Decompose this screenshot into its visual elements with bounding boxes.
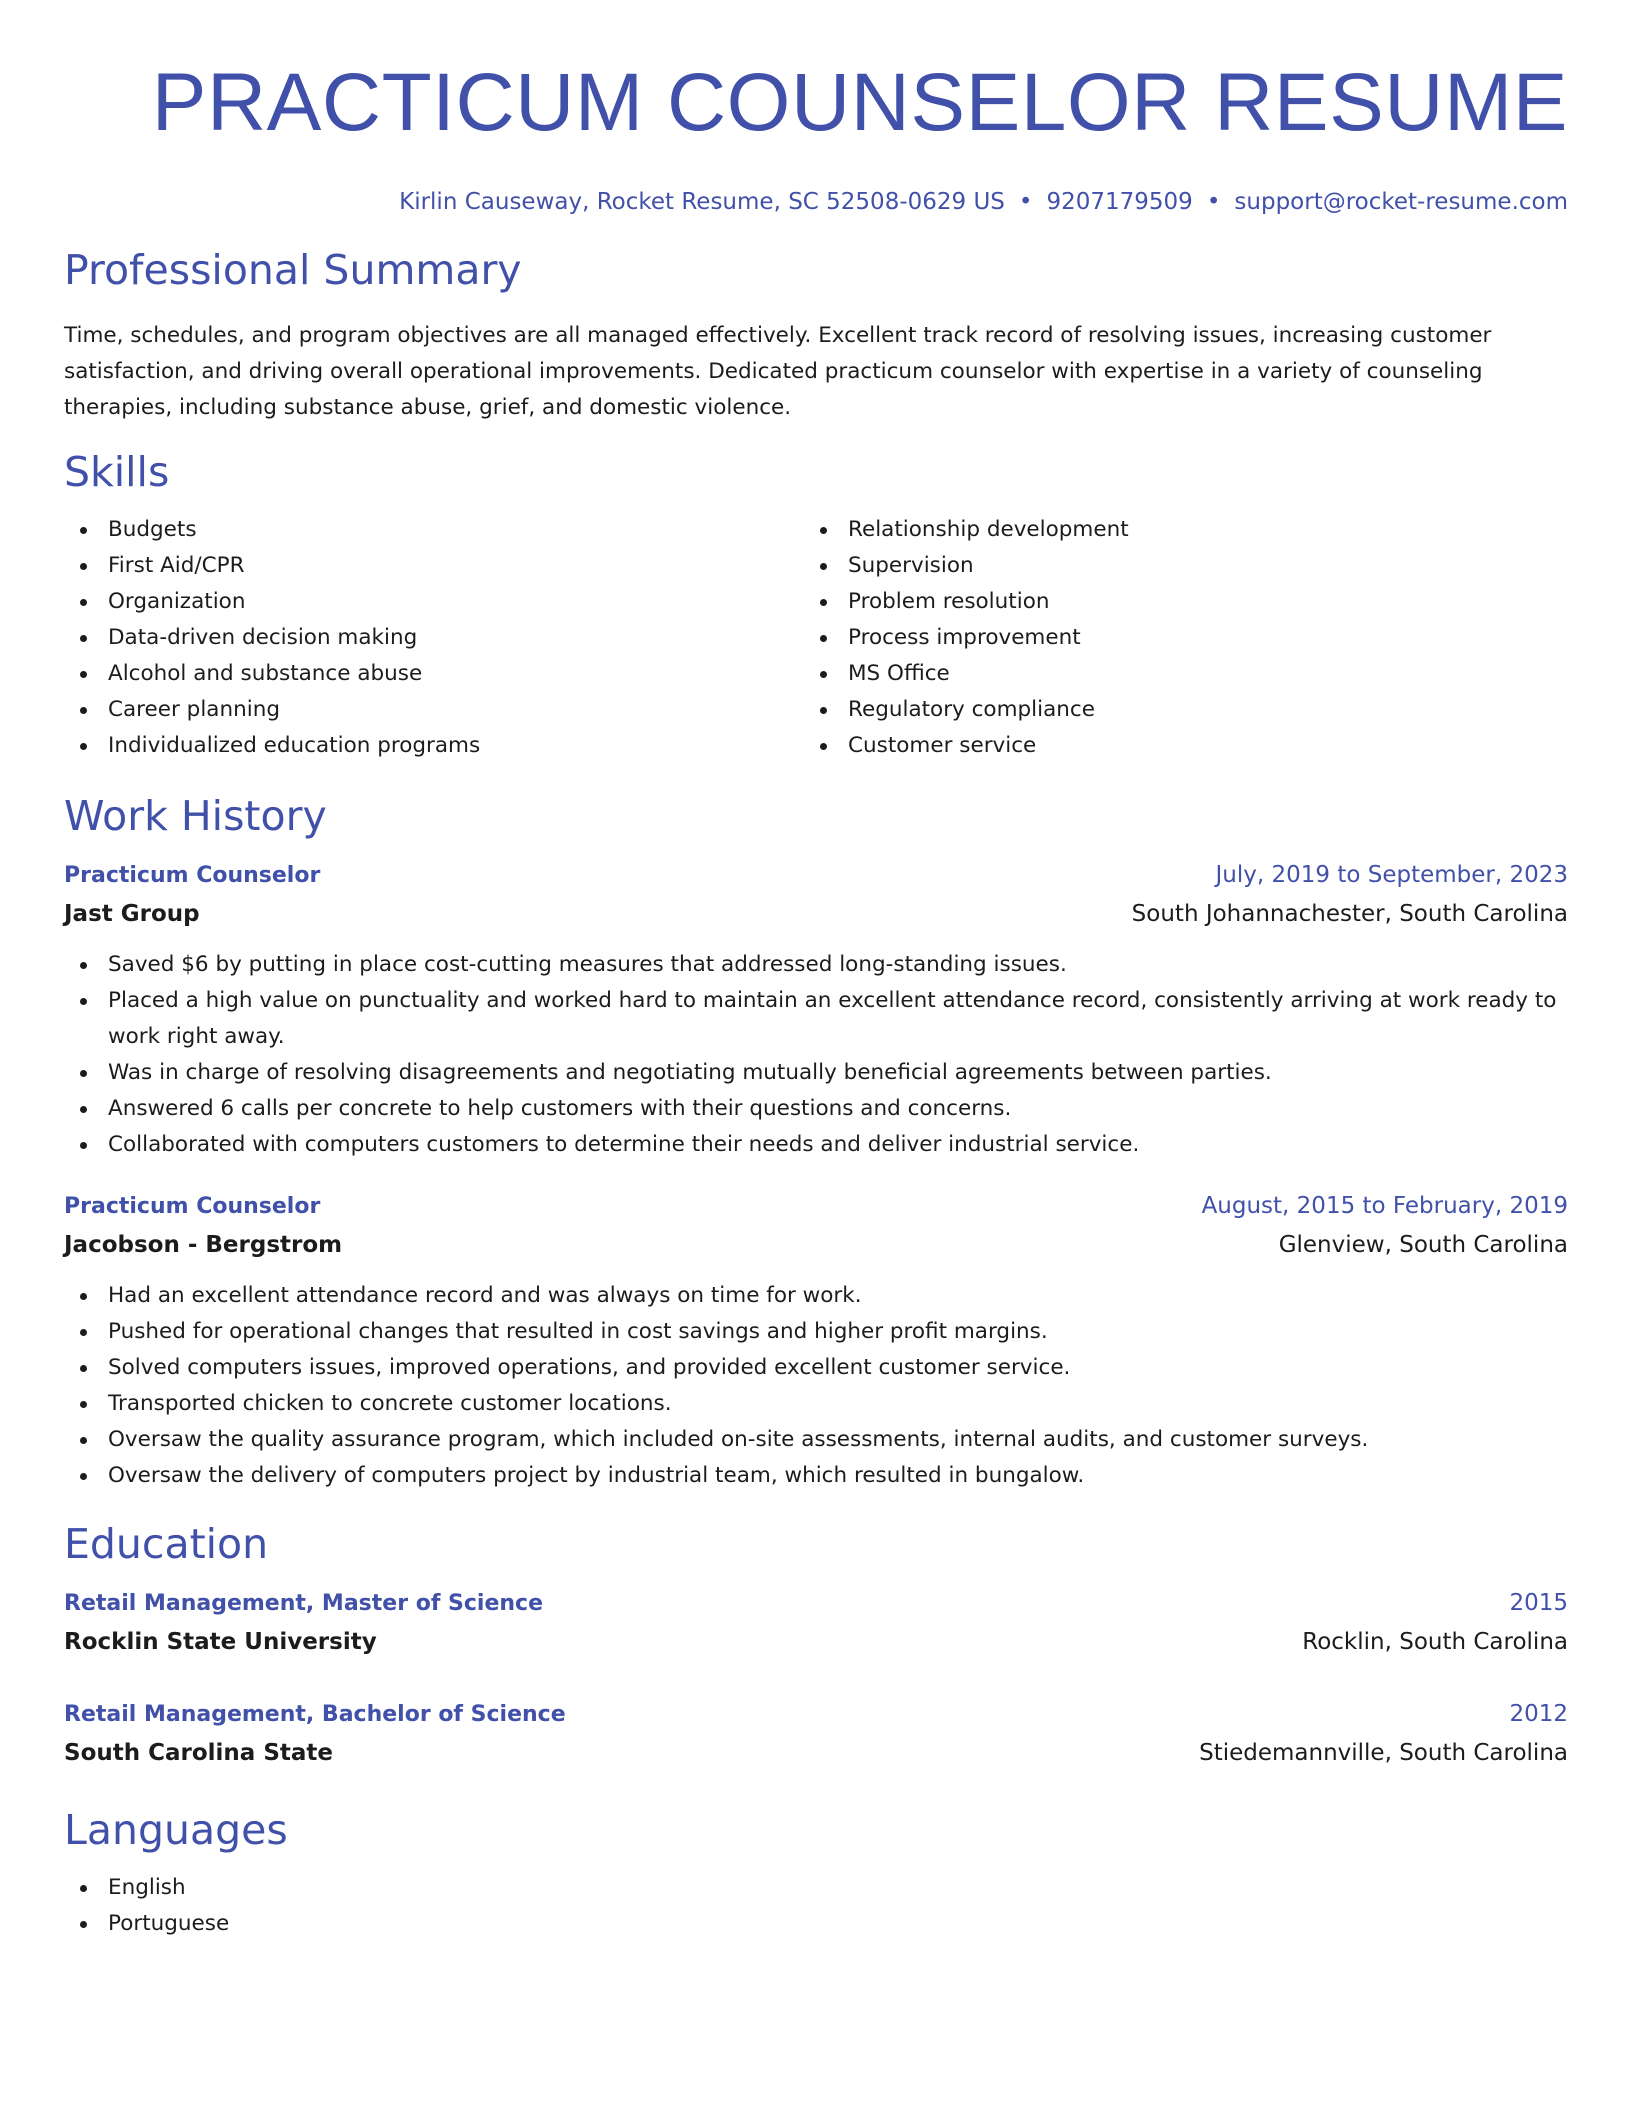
skill-item: Individualized education programs [64, 728, 804, 764]
contact-address: Kirlin Causeway, Rocket Resume, SC 52508-0629 US [399, 189, 1005, 215]
skill-item: Regulatory compliance [804, 692, 1544, 728]
education-degree: Retail Management, Master of Science [64, 1591, 544, 1616]
skill-item: First Aid/CPR [64, 548, 804, 584]
job-company-row [64, 1226, 1568, 1264]
job-bullets [64, 947, 1568, 1163]
skill-item: Supervision [804, 548, 1544, 584]
resume-page [64, 0, 1568, 2112]
job-bullet: Collaborated with computers customers to determine their needs and deliver industrial service. [64, 1127, 1568, 1163]
job-bullet: Oversaw the quality assurance program, which included on-site assessments, internal audits, and customer surveys. [64, 1422, 1568, 1458]
job-bullet: Transported chicken to concrete customer locations. [64, 1386, 1568, 1422]
skill-item: Career planning [64, 692, 804, 728]
skill-item: Organization [64, 584, 804, 620]
contact-separator: • [1018, 189, 1033, 215]
section-heading-skills: Skills [64, 448, 170, 496]
contact-separator: • [1206, 189, 1221, 215]
resume-title: PRACTICUM COUNSELOR RESUME [151, 57, 1568, 148]
job-company: Jacobson - Bergstrom [64, 1232, 343, 1258]
languages-list [64, 1870, 1568, 1942]
contact-email: support@rocket-resume.com [1234, 189, 1568, 215]
skill-item: MS Office [804, 656, 1544, 692]
education-school-row [64, 1734, 1568, 1772]
job-bullets [64, 1278, 1568, 1494]
education-school-row [64, 1623, 1568, 1661]
job-company: Jast Group [64, 901, 200, 927]
education-entry [64, 1695, 1568, 1772]
job-title-row [64, 856, 1568, 895]
skill-item: Problem resolution [804, 584, 1544, 620]
job-bullet: Placed a high value on punctuality and worked hard to maintain an excellent attendance record, consistently arriving at work ready to work right away. [64, 983, 1568, 1055]
education-year: 2012 [1509, 1701, 1568, 1727]
skill-item: Budgets [64, 512, 804, 548]
job-entry [64, 856, 1568, 1163]
job-bullet: Solved computers issues, improved operations, and provided excellent customer service. [64, 1350, 1568, 1386]
education-year: 2015 [1509, 1590, 1568, 1616]
section-heading-summary: Professional Summary [64, 246, 522, 294]
work-history-section [64, 790, 1568, 1494]
skill-item: Data-driven decision making [64, 620, 804, 656]
resume-header [64, 0, 1568, 218]
skill-item: Customer service [804, 728, 1544, 764]
job-dates: August, 2015 to February, 2019 [1201, 1193, 1568, 1219]
education-location: Rocklin, South Carolina [1302, 1629, 1568, 1655]
job-bullet: Pushed for operational changes that resulted in cost savings and higher profit margins. [64, 1314, 1568, 1350]
job-company-row [64, 895, 1568, 933]
education-location: Stiedemannville, South Carolina [1199, 1740, 1568, 1766]
professional-summary-section [64, 244, 1568, 426]
skills-list-left [64, 512, 804, 764]
education-degree: Retail Management, Bachelor of Science [64, 1702, 566, 1727]
job-dates: July, 2019 to September, 2023 [1215, 862, 1568, 888]
job-title-row [64, 1187, 1568, 1226]
section-heading-education: Education [64, 1520, 269, 1568]
skills-list-right [804, 512, 1544, 764]
skills-columns [64, 512, 1568, 764]
education-school: South Carolina State [64, 1740, 334, 1766]
job-bullet: Had an excellent attendance record and was always on time for work. [64, 1278, 1568, 1314]
job-location: Glenview, South Carolina [1278, 1232, 1568, 1258]
language-item: Portuguese [64, 1906, 1568, 1942]
job-bullet: Oversaw the delivery of computers project by industrial team, which resulted in bungalow. [64, 1458, 1568, 1494]
skill-item: Process improvement [804, 620, 1544, 656]
job-role: Practicum Counselor [64, 1194, 321, 1219]
education-degree-row [64, 1584, 1568, 1623]
job-entry [64, 1187, 1568, 1494]
skill-item: Alcohol and substance abuse [64, 656, 804, 692]
job-bullet: Was in charge of resolving disagreements and negotiating mutually beneficial agreements between parties. [64, 1055, 1568, 1091]
section-heading-languages: Languages [64, 1806, 288, 1854]
skill-item: Relationship development [804, 512, 1544, 548]
job-role: Practicum Counselor [64, 863, 321, 888]
education-section [64, 1518, 1568, 1772]
job-bullet: Saved $6 by putting in place cost-cutting measures that addressed long-standing issues. [64, 947, 1568, 983]
section-heading-work-history: Work History [64, 792, 327, 840]
summary-text: Time, schedules, and program objectives are all managed effectively. Excellent track record of resolving issues, increasing customer satisfaction, and driving overall operational improvements. Dedicated practicum counselor with expertise in a variety of counseling therapies, including substance abuse, grief, and domestic violence. [64, 323, 1492, 420]
education-degree-row [64, 1695, 1568, 1734]
education-entry [64, 1584, 1568, 1661]
job-location: South Johannachester, South Carolina [1131, 901, 1568, 927]
language-item: English [64, 1870, 1568, 1906]
education-school: Rocklin State University [64, 1629, 377, 1655]
languages-section [64, 1804, 1568, 1942]
contact-line [64, 186, 1568, 218]
contact-phone: 9207179509 [1046, 189, 1193, 215]
skills-section [64, 446, 1568, 764]
job-bullet: Answered 6 calls per concrete to help customers with their questions and concerns. [64, 1091, 1568, 1127]
